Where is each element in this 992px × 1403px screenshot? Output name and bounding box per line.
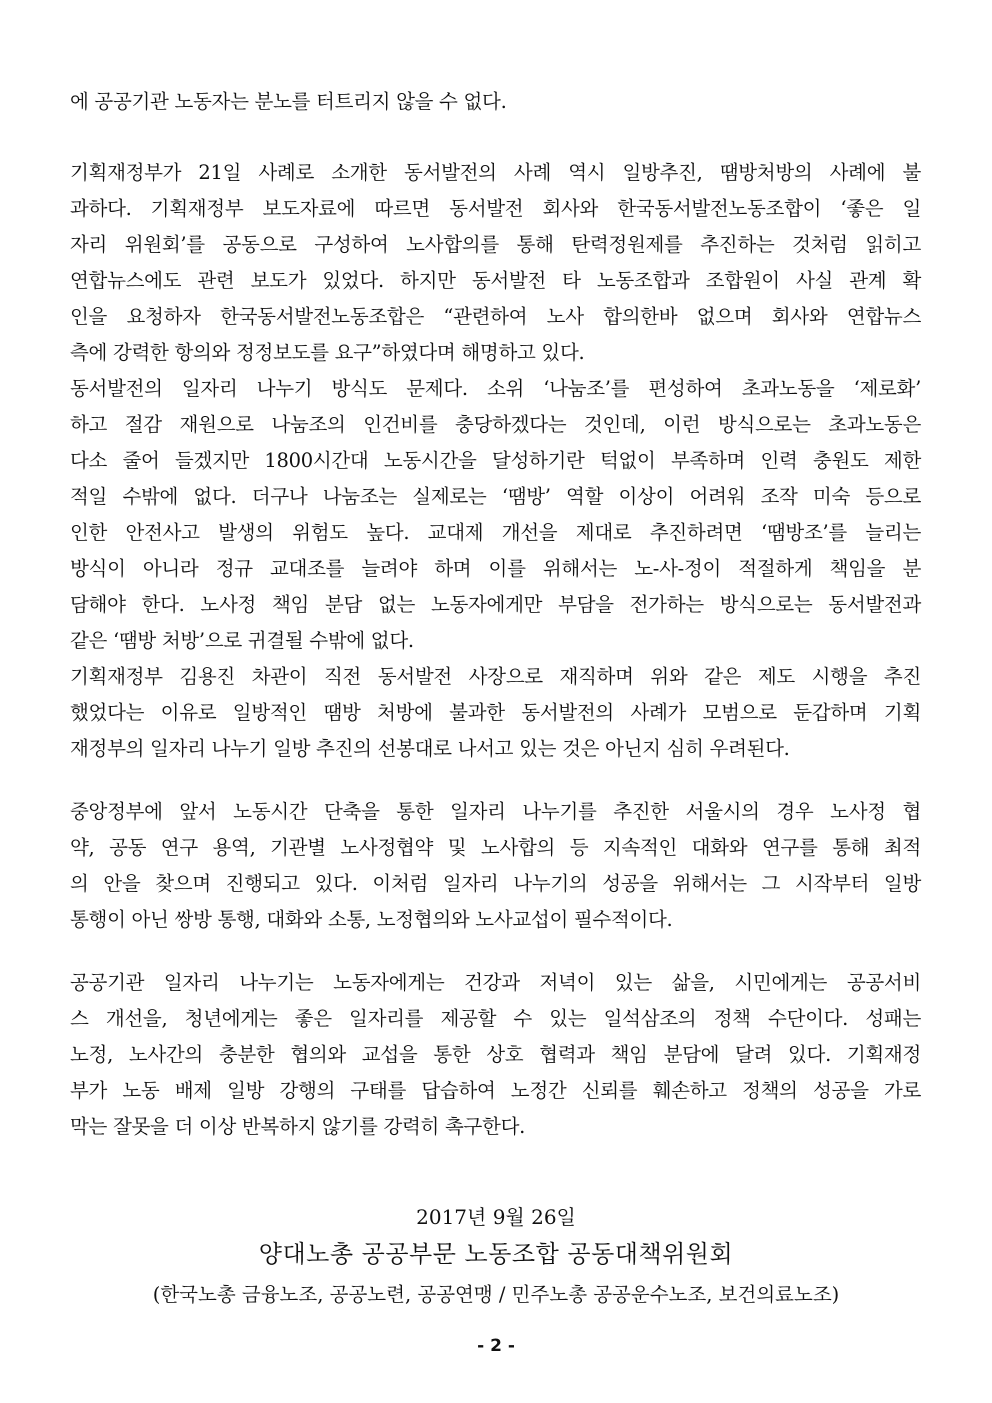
page-number: - 2 - (477, 1336, 515, 1356)
body-line: 공공기관 일자리 나누기는 노동자에게는 건강과 저녁이 있는 삶을, 시민에게는 공공서비 (70, 971, 921, 994)
body-line: 자리 위원회’를 공동으로 구성하여 노사합의를 통해 탄력정원제를 추진하는 것처럼 읽히고 (70, 233, 921, 256)
body-line: 동서발전의 일자리 나누기 방식도 문제다. 소위 ‘나눔조’를 편성하여 초과노동을 ‘제로화’ (70, 377, 921, 400)
body-line: 같은 ‘땜방 처방’으로 귀결될 수밖에 없다. (70, 629, 414, 652)
body-line: 측에 강력한 항의와 정정보도를 요구”하였다며 해명하고 있다. (70, 341, 585, 364)
body-line: 적일 수밖에 없다. 더구나 나눔조는 실제로는 ‘땜방’ 역할 이상이 어려워 조작 미숙 등으로 (70, 485, 921, 508)
body-line: 담해야 한다. 노사정 책임 분담 없는 노동자에게만 부담을 전가하는 방식으로는 동서발전과 (70, 593, 921, 616)
body-line: 과하다. 기획재정부 보도자료에 따르면 동서발전 회사와 한국동서발전노동조합이 ‘좋은 일 (70, 197, 921, 220)
body-line: 인을 요청하자 한국동서발전노동조합은 “관련하여 노사 합의한바 없으며 회사와 연합뉴스 (70, 305, 921, 328)
body-line: 기획재정부가 21일 사례로 소개한 동서발전의 사례 역시 일방추진, 땜방처방의 사례에 불 (70, 161, 921, 184)
body-line: 중앙정부에 앞서 노동시간 단축을 통한 일자리 나누기를 추진한 서울시의 경우 노사정 협 (70, 800, 921, 823)
body-line: 의 안을 찾으며 진행되고 있다. 이처럼 일자리 나누기의 성공을 위해서는 그 시작부터 일방 (70, 872, 921, 895)
body-line: 부가 노동 배제 일방 강행의 구태를 답습하여 노정간 신뢰를 훼손하고 정책의 성공을 가로 (70, 1079, 921, 1102)
body-line: 방식이 아니라 정규 교대조를 늘려야 하며 이를 위해서는 노-사-정이 적절하게 책임을 분 (70, 557, 921, 580)
body-line: 막는 잘못을 더 이상 반복하지 않기를 강력히 촉구한다. (70, 1115, 526, 1138)
body-line: 약, 공동 연구 용역, 기관별 노사정협약 및 노사합의 등 지속적인 대화와 연구를 통해 최적 (70, 836, 921, 859)
body-line: 스 개선을, 청년에게는 좋은 일자리를 제공할 수 있는 일석삼조의 정책 수단이다. 성패는 (70, 1007, 921, 1030)
body-line: 노정, 노사간의 충분한 협의와 교섭을 통한 상호 협력과 책임 분담에 달려 있다. 기획재정 (70, 1043, 921, 1066)
body-line: 인한 안전사고 발생의 위험도 높다. 교대제 개선을 제대로 추진하려면 ‘땜방조’를 늘리는 (70, 521, 921, 544)
issue-date: 2017년 9월 26일 (416, 1205, 576, 1229)
body-line: 다소 줄어 들겠지만 1800시간대 노동시간을 달성하기란 턱없이 부족하며 인력 충원도 제한 (70, 449, 921, 472)
body-line: 통행이 아닌 쌍방 통행, 대화와 소통, 노정협의와 노사교섭이 필수적이다. (70, 908, 673, 931)
body-line: 했었다는 이유로 일방적인 땜방 처방에 불과한 동서발전의 사례가 모범으로 둔갑하며 기획 (70, 701, 921, 724)
body-line: 에 공공기관 노동자는 분노를 터트리지 않을 수 없다. (70, 90, 507, 113)
organization-name: 양대노총 공공부문 노동조합 공동대책위원회 (258, 1240, 734, 1268)
member-unions: (한국노총 금융노조, 공공노련, 공공연맹 / 민주노총 공공운수노조, 보건의료노조) (152, 1283, 840, 1306)
body-line: 재정부의 일자리 나누기 일방 추진의 선봉대로 나서고 있는 것은 아닌지 심히 우려된다. (70, 737, 790, 760)
body-line: 하고 절감 재원으로 나눔조의 인건비를 충당하겠다는 것인데, 이런 방식으로는 초과노동은 (70, 413, 921, 436)
body-line: 연합뉴스에도 관련 보도가 있었다. 하지만 동서발전 타 노동조합과 조합원이 사실 관계 확 (70, 269, 921, 292)
body-line: 기획재정부 김용진 차관이 직전 동서발전 사장으로 재직하며 위와 같은 제도 시행을 추진 (70, 665, 921, 688)
